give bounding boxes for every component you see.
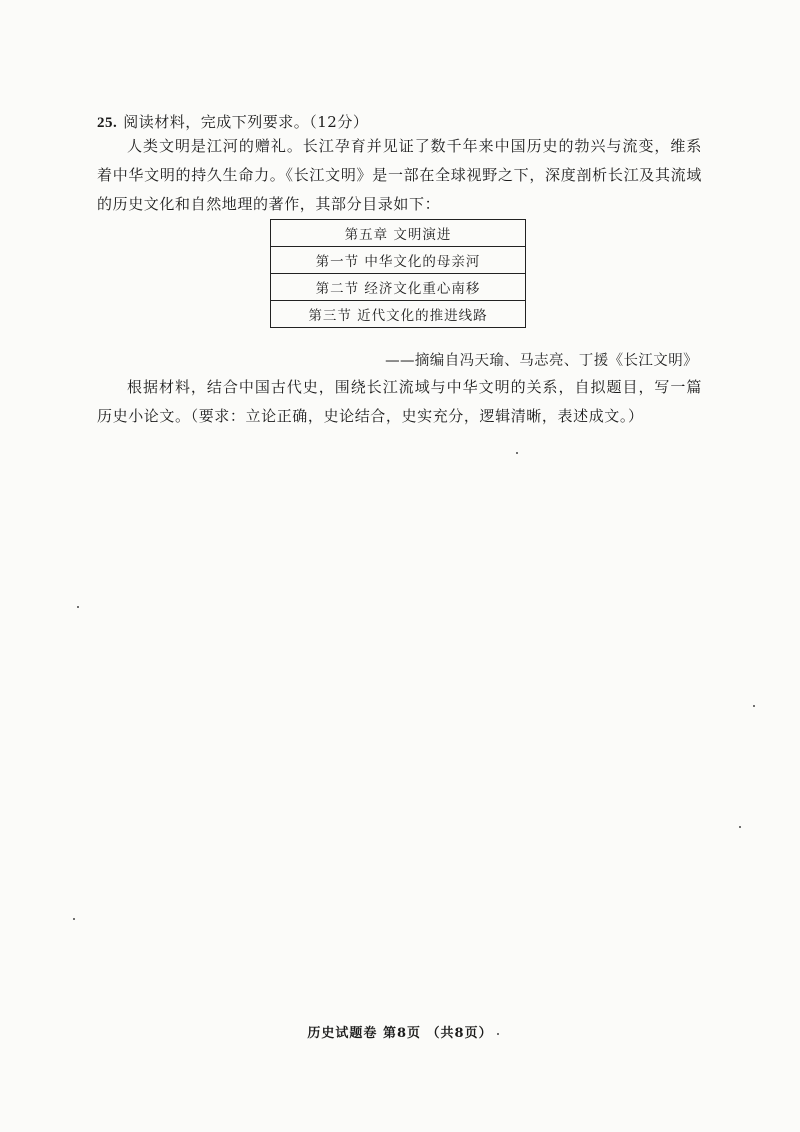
question-number: 25. (97, 115, 118, 131)
scan-speck (739, 826, 741, 828)
scan-speck (497, 1033, 499, 1035)
scan-speck (753, 705, 755, 707)
page-footer: 历史试题卷 第8页 （共8页） (307, 1026, 493, 1041)
source-citation: ——摘编自冯天瑜、马志亮、丁援《长江文明》 (385, 353, 698, 369)
question-instruction: 阅读材料，完成下列要求。（12分） (123, 113, 369, 131)
toc-row (271, 274, 526, 301)
scan-speck (77, 606, 79, 608)
toc-row (271, 301, 526, 328)
scan-speck (73, 918, 75, 920)
question-header (97, 111, 368, 132)
toc-section-2: 第二节 经济文化重心南移 (271, 274, 526, 301)
toc-section-3: 第三节 近代文化的推进线路 (271, 301, 526, 328)
requirement-paragraph: 根据材料，结合中国古代史，围绕长江流域与中华文明的关系，自拟题目，写一篇历史小论文。（要求：立论正确，史论结合，史实充分，逻辑清晰，表述成文。） (97, 378, 702, 425)
toc-row (271, 247, 526, 274)
toc-row (271, 220, 526, 247)
table-of-contents (270, 219, 526, 328)
toc-section-1: 第一节 中华文化的母亲河 (271, 247, 526, 274)
material-paragraph: 人类文明是江河的赠礼。长江孕育并见证了数千年来中国历史的勃兴与流变，维系着中华文明的持久生命力。《长江文明》是一部在全球视野之下，深度剖析长江及其流域的历史文化和自然地理的著作，其部分目录如下： (97, 137, 702, 213)
scan-speck (516, 452, 518, 454)
toc-chapter: 第五章 文明演进 (271, 220, 526, 247)
